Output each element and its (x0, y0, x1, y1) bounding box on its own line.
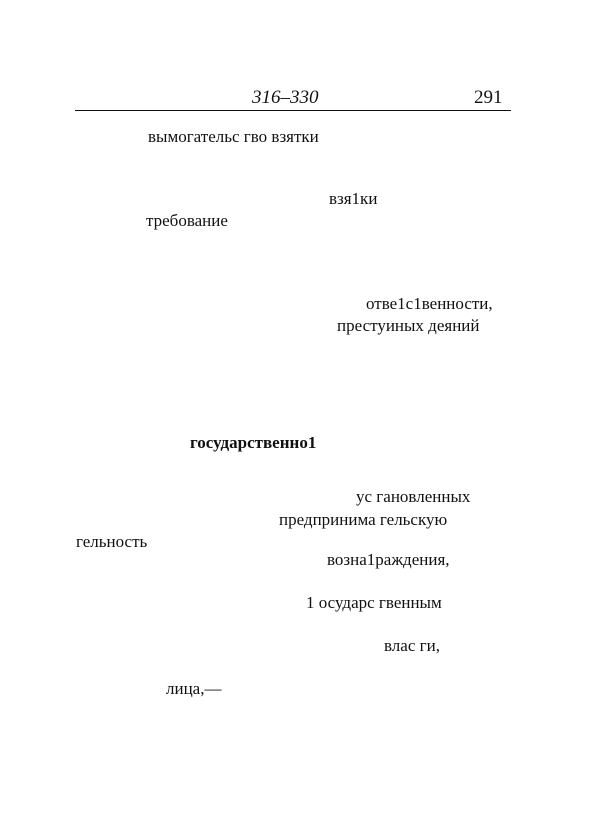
text-fragment-state-service: 1 осударс гвенным (306, 593, 442, 612)
text-fragment-state-bold: государственно1 (190, 433, 317, 452)
text-fragment-bribe: взя1ки (329, 189, 378, 208)
running-header-article-range: 316–330 (252, 87, 319, 108)
header-rule (75, 110, 511, 111)
text-fragment-entrepreneurial: предпринима гельскую (279, 510, 448, 529)
text-fragment-demand: требование (146, 211, 228, 230)
text-fragment-authority: влас ги, (384, 636, 440, 655)
text-fragment-established: ус гановленных (356, 487, 471, 506)
text-fragment-responsibility: отве1с1венности, (366, 294, 493, 313)
page-number: 291 (474, 87, 503, 108)
text-fragment-extortion-bribe: вымогательс гво взятки (148, 127, 319, 146)
text-fragment-persons: лица,— (166, 679, 222, 698)
text-fragment-remuneration: возна1раждения, (327, 550, 450, 569)
text-fragment-activity: гельность (76, 532, 148, 551)
text-fragment-criminal-acts: престуиных деяний (337, 316, 480, 335)
